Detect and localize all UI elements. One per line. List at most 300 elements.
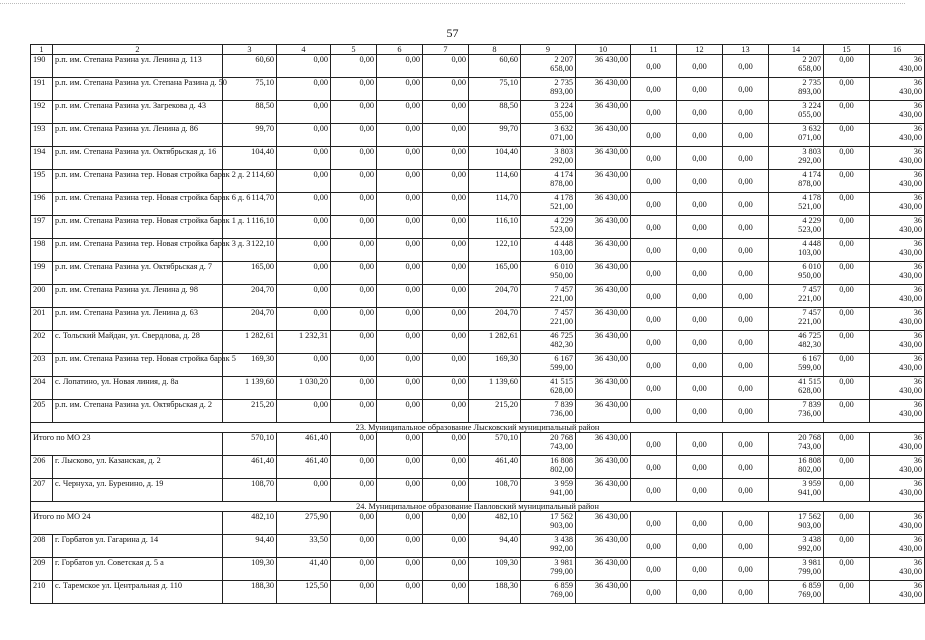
cell-c9 <box>521 170 576 193</box>
cell-c11: 0,00 <box>631 78 677 101</box>
cell-c11: 0,00 <box>631 581 677 604</box>
cell-c16 <box>870 55 925 78</box>
cell-c8: 461,40 <box>469 456 521 479</box>
column-number: 15 <box>824 45 870 55</box>
cell-c16-line1: 36 <box>913 147 922 156</box>
cell-c9 <box>521 456 576 479</box>
cell-c11: 0,00 <box>631 535 677 558</box>
cell-c9-line2: 658,00 <box>550 64 573 73</box>
cell-c4: 1 232,31 <box>277 331 331 354</box>
cell-c9-line2: 103,00 <box>550 248 573 257</box>
cell-c3: 108,70 <box>223 479 277 502</box>
cell-c9-line2: 055,00 <box>550 110 573 119</box>
cell-c3: 109,30 <box>223 558 277 581</box>
cell-c16-line2: 430,00 <box>899 294 922 303</box>
cell-c8: 94,40 <box>469 535 521 558</box>
table-row <box>31 479 925 502</box>
cell-c14-line2: 878,00 <box>798 179 821 188</box>
cell-c14-line2: 893,00 <box>798 87 821 96</box>
table-row <box>31 558 925 581</box>
cell-c16 <box>870 124 925 147</box>
cell-c15: 0,00 <box>824 354 870 377</box>
cell-c14-line1: 6 167 <box>802 354 821 363</box>
cell-c3: 75,10 <box>223 78 277 101</box>
address-cell: р.п. им. Степана Разина тер. Новая стройка барак 3 д. 3 <box>53 239 223 262</box>
cell-c3: 116,10 <box>223 216 277 239</box>
cell-c6: 0,00 <box>377 331 423 354</box>
cell-c16-line1: 36 <box>913 558 922 567</box>
cell-c9-line2: 878,00 <box>550 179 573 188</box>
cell-c13: 0,00 <box>723 535 769 558</box>
cell-c5: 0,00 <box>331 581 377 604</box>
cell-c10: 36 430,00 <box>576 535 631 558</box>
cell-c14-line1: 41 515 <box>798 377 821 386</box>
cell-c16-line2: 430,00 <box>899 409 922 418</box>
cell-c5: 0,00 <box>331 456 377 479</box>
cell-c6: 0,00 <box>377 216 423 239</box>
cell-c9-line2: 903,00 <box>550 521 573 530</box>
cell-c14 <box>769 354 824 377</box>
cell-c11: 0,00 <box>631 285 677 308</box>
cell-c16-line1: 36 <box>913 581 922 590</box>
cell-c14-line2: 523,00 <box>798 225 821 234</box>
cell-c9-line2: 628,00 <box>550 386 573 395</box>
cell-c14 <box>769 377 824 400</box>
column-number-row <box>31 45 925 55</box>
cell-c12: 0,00 <box>677 581 723 604</box>
cell-c16-line2: 430,00 <box>899 202 922 211</box>
cell-c13: 0,00 <box>723 78 769 101</box>
cell-c8: 169,30 <box>469 354 521 377</box>
cell-c16-line2: 430,00 <box>899 442 922 451</box>
cell-c3: 165,00 <box>223 262 277 285</box>
cell-c16-line1: 36 <box>913 354 922 363</box>
cell-c8: 60,60 <box>469 55 521 78</box>
cell-c4: 0,00 <box>277 354 331 377</box>
cell-c15: 0,00 <box>824 479 870 502</box>
cell-c15: 0,00 <box>824 78 870 101</box>
section-title: 23. Муниципальное образование Лысковский муниципальный район <box>31 423 925 433</box>
column-number: 6 <box>377 45 423 55</box>
cell-c14-line2: 628,00 <box>798 386 821 395</box>
cell-c9 <box>521 262 576 285</box>
table-row <box>31 354 925 377</box>
cell-c8: 570,10 <box>469 433 521 456</box>
cell-c10: 36 430,00 <box>576 262 631 285</box>
table-row <box>31 400 925 423</box>
cell-c9-line1: 3 803 <box>554 147 573 156</box>
address-cell: р.п. им. Степана Разина ул. Степана Разина д. 50 <box>53 78 223 101</box>
address-cell: р.п. им. Степана Разина тер. Новая стройка барак 5 <box>53 354 223 377</box>
cell-c9-line1: 6 167 <box>554 354 573 363</box>
cell-c9-line1: 4 448 <box>554 239 573 248</box>
cell-c9 <box>521 354 576 377</box>
cell-c14-line2: 221,00 <box>798 317 821 326</box>
cell-c14-line1: 4 229 <box>802 216 821 225</box>
cell-c10: 36 430,00 <box>576 170 631 193</box>
cell-c7: 0,00 <box>423 400 469 423</box>
cell-c16-line1: 36 <box>913 170 922 179</box>
cell-c12: 0,00 <box>677 354 723 377</box>
cell-c5: 0,00 <box>331 216 377 239</box>
cell-c16 <box>870 581 925 604</box>
cell-c7: 0,00 <box>423 433 469 456</box>
cell-c11: 0,00 <box>631 216 677 239</box>
cell-c7: 0,00 <box>423 262 469 285</box>
cell-c7: 0,00 <box>423 170 469 193</box>
cell-c15: 0,00 <box>824 101 870 124</box>
cell-c6: 0,00 <box>377 308 423 331</box>
cell-c16-line1: 36 <box>913 377 922 386</box>
cell-c11: 0,00 <box>631 512 677 535</box>
cell-c11: 0,00 <box>631 354 677 377</box>
cell-c16 <box>870 535 925 558</box>
cell-c15: 0,00 <box>824 170 870 193</box>
cell-c6: 0,00 <box>377 535 423 558</box>
cell-c15: 0,00 <box>824 512 870 535</box>
row-number: 209 <box>31 558 53 581</box>
cell-c5: 0,00 <box>331 400 377 423</box>
cell-c6: 0,00 <box>377 101 423 124</box>
cell-c16-line2: 430,00 <box>899 544 922 553</box>
address-cell: р.п. им. Степана Разина ул. Ленина д. 98 <box>53 285 223 308</box>
cell-c5: 0,00 <box>331 262 377 285</box>
address-cell: р.п. им. Степана Разина тер. Новая стройка барак 1 д. 1 <box>53 216 223 239</box>
cell-c12: 0,00 <box>677 400 723 423</box>
cell-c16-line2: 430,00 <box>899 386 922 395</box>
cell-c13: 0,00 <box>723 262 769 285</box>
cell-c7: 0,00 <box>423 512 469 535</box>
cell-c13: 0,00 <box>723 581 769 604</box>
table-row <box>31 285 925 308</box>
cell-c8: 1 139,60 <box>469 377 521 400</box>
cell-c14 <box>769 193 824 216</box>
cell-c16 <box>870 433 925 456</box>
cell-c6: 0,00 <box>377 262 423 285</box>
cell-c15: 0,00 <box>824 433 870 456</box>
cell-c10: 36 430,00 <box>576 101 631 124</box>
address-cell: с. Таремское ул. Центральная д. 110 <box>53 581 223 604</box>
total-label: Итого по МО 23 <box>31 433 223 456</box>
cell-c5: 0,00 <box>331 479 377 502</box>
cell-c9-line2: 071,00 <box>550 133 573 142</box>
row-number: 195 <box>31 170 53 193</box>
cell-c9-line2: 221,00 <box>550 317 573 326</box>
cell-c14-line2: 736,00 <box>798 409 821 418</box>
cell-c14-line2: 950,00 <box>798 271 821 280</box>
cell-c6: 0,00 <box>377 170 423 193</box>
cell-c4: 0,00 <box>277 124 331 147</box>
cell-c15: 0,00 <box>824 193 870 216</box>
cell-c14-line2: 103,00 <box>798 248 821 257</box>
cell-c16-line2: 430,00 <box>899 133 922 142</box>
cell-c8: 116,10 <box>469 216 521 239</box>
table-row <box>31 78 925 101</box>
cell-c9-line1: 4 178 <box>554 193 573 202</box>
cell-c14-line2: 482,30 <box>798 340 821 349</box>
cell-c9 <box>521 193 576 216</box>
cell-c9 <box>521 433 576 456</box>
cell-c16-line1: 36 <box>913 216 922 225</box>
cell-c16-line2: 430,00 <box>899 567 922 576</box>
cell-c8: 215,20 <box>469 400 521 423</box>
cell-c9-line1: 7 839 <box>554 400 573 409</box>
cell-c6: 0,00 <box>377 124 423 147</box>
cell-c4: 0,00 <box>277 55 331 78</box>
cell-c9-line1: 3 632 <box>554 124 573 133</box>
cell-c12: 0,00 <box>677 512 723 535</box>
cell-c16 <box>870 308 925 331</box>
cell-c6: 0,00 <box>377 78 423 101</box>
cell-c4: 0,00 <box>277 147 331 170</box>
address-cell: р.п. им. Степана Разина ул. Октябрьская д. 2 <box>53 400 223 423</box>
cell-c11: 0,00 <box>631 456 677 479</box>
cell-c7: 0,00 <box>423 479 469 502</box>
cell-c14 <box>769 285 824 308</box>
cell-c15: 0,00 <box>824 535 870 558</box>
cell-c5: 0,00 <box>331 377 377 400</box>
cell-c11: 0,00 <box>631 170 677 193</box>
cell-c9-line2: 482,30 <box>550 340 573 349</box>
row-number: 205 <box>31 400 53 423</box>
cell-c16 <box>870 354 925 377</box>
cell-c3: 88,50 <box>223 101 277 124</box>
cell-c9-line1: 4 174 <box>554 170 573 179</box>
cell-c12: 0,00 <box>677 124 723 147</box>
cell-c14-line2: 941,00 <box>798 488 821 497</box>
cell-c12: 0,00 <box>677 170 723 193</box>
cell-c14-line1: 7 457 <box>802 285 821 294</box>
cell-c7: 0,00 <box>423 55 469 78</box>
address-cell: р.п. им. Степана Разина ул. Октябрьская д. 16 <box>53 147 223 170</box>
cell-c15: 0,00 <box>824 262 870 285</box>
cell-c9-line1: 20 768 <box>550 433 573 442</box>
cell-c4: 0,00 <box>277 239 331 262</box>
cell-c3: 60,60 <box>223 55 277 78</box>
cell-c14 <box>769 308 824 331</box>
cell-c9-line2: 736,00 <box>550 409 573 418</box>
address-cell: г. Горбатов ул. Советская д. 5 а <box>53 558 223 581</box>
address-cell: р.п. им. Степана Разина ул. Ленина д. 86 <box>53 124 223 147</box>
column-number: 13 <box>723 45 769 55</box>
cell-c9-line2: 950,00 <box>550 271 573 280</box>
column-number: 10 <box>576 45 631 55</box>
cell-c10: 36 430,00 <box>576 193 631 216</box>
cell-c13: 0,00 <box>723 147 769 170</box>
cell-c14-line1: 3 632 <box>802 124 821 133</box>
table-row <box>31 124 925 147</box>
cell-c6: 0,00 <box>377 354 423 377</box>
cell-c16 <box>870 216 925 239</box>
cell-c7: 0,00 <box>423 124 469 147</box>
row-number: 198 <box>31 239 53 262</box>
cell-c13: 0,00 <box>723 101 769 124</box>
cell-c4: 0,00 <box>277 101 331 124</box>
cell-c9-line2: 743,00 <box>550 442 573 451</box>
row-number: 194 <box>31 147 53 170</box>
cell-c14 <box>769 170 824 193</box>
cell-c3: 114,70 <box>223 193 277 216</box>
column-number: 7 <box>423 45 469 55</box>
address-cell: с. Лопатино, ул. Новая линия, д. 8а <box>53 377 223 400</box>
cell-c7: 0,00 <box>423 193 469 216</box>
cell-c9-line1: 2 207 <box>554 55 573 64</box>
cell-c9-line2: 769,00 <box>550 590 573 599</box>
cell-c14-line2: 802,00 <box>798 465 821 474</box>
cell-c15: 0,00 <box>824 239 870 262</box>
cell-c5: 0,00 <box>331 78 377 101</box>
total-label: Итого по МО 24 <box>31 512 223 535</box>
cell-c9 <box>521 55 576 78</box>
cell-c9-line1: 2 735 <box>554 78 573 87</box>
cell-c14-line2: 071,00 <box>798 133 821 142</box>
address-cell: с. Тольский Майдан, ул. Свердлова, д. 28 <box>53 331 223 354</box>
cell-c13: 0,00 <box>723 193 769 216</box>
cell-c16-line1: 36 <box>913 55 922 64</box>
cell-c16-line1: 36 <box>913 78 922 87</box>
page-number: 57 <box>446 26 459 40</box>
cell-c14-line2: 055,00 <box>798 110 821 119</box>
cell-c9 <box>521 308 576 331</box>
cell-c11: 0,00 <box>631 101 677 124</box>
cell-c6: 0,00 <box>377 239 423 262</box>
address-cell: р.п. им. Степана Разина тер. Новая стройка барак 6 д. 6 <box>53 193 223 216</box>
data-table <box>30 44 925 604</box>
cell-c9-line2: 521,00 <box>550 202 573 211</box>
table-row <box>31 101 925 124</box>
cell-c11: 0,00 <box>631 55 677 78</box>
row-number: 210 <box>31 581 53 604</box>
column-number: 4 <box>277 45 331 55</box>
cell-c9 <box>521 147 576 170</box>
cell-c12: 0,00 <box>677 479 723 502</box>
column-number: 3 <box>223 45 277 55</box>
cell-c10: 36 430,00 <box>576 331 631 354</box>
cell-c13: 0,00 <box>723 354 769 377</box>
cell-c13: 0,00 <box>723 55 769 78</box>
cell-c12: 0,00 <box>677 558 723 581</box>
cell-c14-line1: 3 959 <box>802 479 821 488</box>
cell-c16-line1: 36 <box>913 193 922 202</box>
cell-c14 <box>769 239 824 262</box>
cell-c8: 88,50 <box>469 101 521 124</box>
cell-c15: 0,00 <box>824 581 870 604</box>
cell-c9-line1: 4 229 <box>554 216 573 225</box>
cell-c13: 0,00 <box>723 479 769 502</box>
cell-c8: 165,00 <box>469 262 521 285</box>
cell-c4: 1 030,20 <box>277 377 331 400</box>
cell-c14-line1: 6 010 <box>802 262 821 271</box>
cell-c11: 0,00 <box>631 400 677 423</box>
cell-c15: 0,00 <box>824 456 870 479</box>
cell-c11: 0,00 <box>631 433 677 456</box>
row-number: 208 <box>31 535 53 558</box>
cell-c14-line1: 17 562 <box>798 512 821 521</box>
cell-c3: 169,30 <box>223 354 277 377</box>
cell-c8: 75,10 <box>469 78 521 101</box>
row-number: 200 <box>31 285 53 308</box>
cell-c4: 125,50 <box>277 581 331 604</box>
cell-c6: 0,00 <box>377 479 423 502</box>
cell-c7: 0,00 <box>423 101 469 124</box>
cell-c16-line2: 430,00 <box>899 363 922 372</box>
cell-c12: 0,00 <box>677 239 723 262</box>
cell-c14-line1: 46 725 <box>798 331 821 340</box>
cell-c16 <box>870 193 925 216</box>
cell-c5: 0,00 <box>331 147 377 170</box>
cell-c14 <box>769 512 824 535</box>
cell-c6: 0,00 <box>377 581 423 604</box>
cell-c4: 0,00 <box>277 216 331 239</box>
cell-c9 <box>521 535 576 558</box>
row-number: 199 <box>31 262 53 285</box>
cell-c16-line1: 36 <box>913 101 922 110</box>
cell-c14-line1: 2 207 <box>802 55 821 64</box>
cell-c14-line2: 658,00 <box>798 64 821 73</box>
cell-c9-line2: 799,00 <box>550 567 573 576</box>
cell-c7: 0,00 <box>423 331 469 354</box>
cell-c14-line1: 7 839 <box>802 400 821 409</box>
cell-c16 <box>870 239 925 262</box>
cell-c5: 0,00 <box>331 285 377 308</box>
cell-c12: 0,00 <box>677 262 723 285</box>
cell-c9 <box>521 400 576 423</box>
cell-c14 <box>769 479 824 502</box>
cell-c5: 0,00 <box>331 101 377 124</box>
total-row <box>31 512 925 535</box>
cell-c16-line2: 430,00 <box>899 590 922 599</box>
cell-c14 <box>769 78 824 101</box>
cell-c16-line2: 430,00 <box>899 271 922 280</box>
table-row <box>31 170 925 193</box>
section-header-row <box>31 423 925 433</box>
cell-c7: 0,00 <box>423 354 469 377</box>
cell-c14 <box>769 147 824 170</box>
cell-c12: 0,00 <box>677 377 723 400</box>
cell-c16-line2: 430,00 <box>899 87 922 96</box>
cell-c13: 0,00 <box>723 558 769 581</box>
cell-c16-line1: 36 <box>913 239 922 248</box>
cell-c9 <box>521 101 576 124</box>
cell-c14-line1: 3 438 <box>802 535 821 544</box>
cell-c12: 0,00 <box>677 456 723 479</box>
cell-c9 <box>521 558 576 581</box>
cell-c4: 461,40 <box>277 433 331 456</box>
table-row <box>31 308 925 331</box>
row-number: 202 <box>31 331 53 354</box>
cell-c16 <box>870 101 925 124</box>
cell-c10: 36 430,00 <box>576 239 631 262</box>
cell-c14 <box>769 101 824 124</box>
cell-c16-line2: 430,00 <box>899 64 922 73</box>
table-body <box>31 45 925 604</box>
cell-c13: 0,00 <box>723 308 769 331</box>
cell-c9-line1: 3 959 <box>554 479 573 488</box>
cell-c4: 0,00 <box>277 78 331 101</box>
cell-c4: 275,90 <box>277 512 331 535</box>
cell-c8: 204,70 <box>469 285 521 308</box>
cell-c9-line2: 992,00 <box>550 544 573 553</box>
cell-c13: 0,00 <box>723 216 769 239</box>
cell-c13: 0,00 <box>723 456 769 479</box>
cell-c12: 0,00 <box>677 285 723 308</box>
cell-c8: 104,40 <box>469 147 521 170</box>
cell-c13: 0,00 <box>723 433 769 456</box>
cell-c16 <box>870 285 925 308</box>
cell-c9-line1: 46 725 <box>550 331 573 340</box>
cell-c6: 0,00 <box>377 193 423 216</box>
cell-c14-line2: 992,00 <box>798 544 821 553</box>
